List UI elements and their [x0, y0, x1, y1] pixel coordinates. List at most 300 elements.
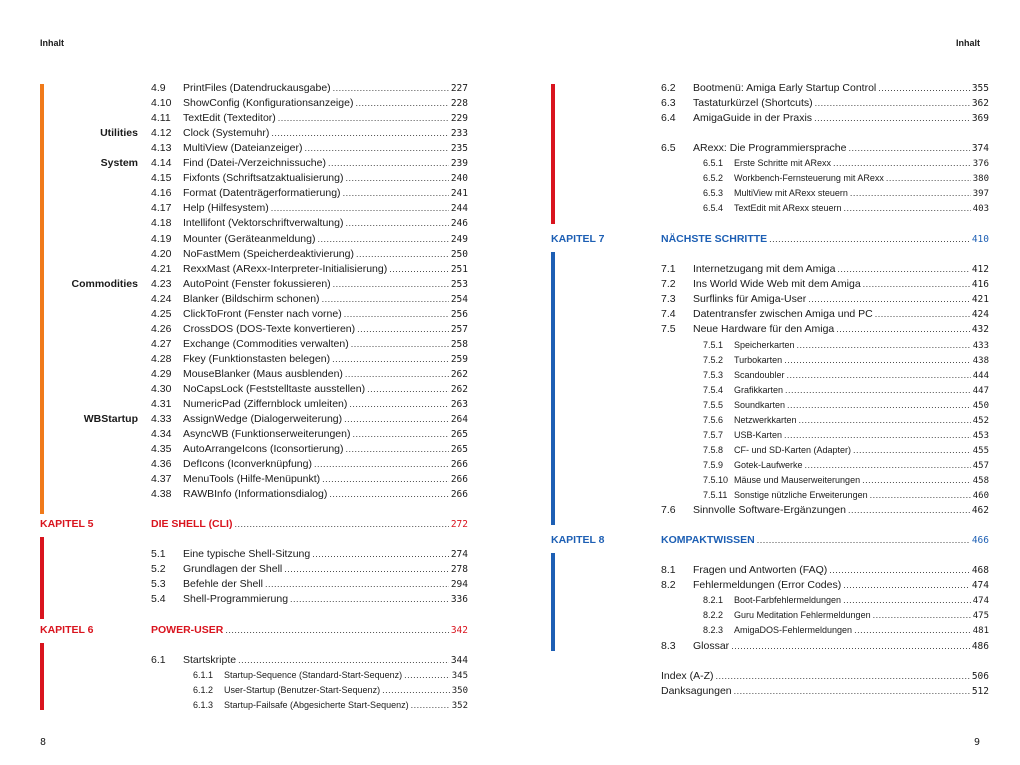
leader-dots — [833, 156, 971, 171]
entry-number: 7.3 — [661, 293, 676, 306]
entry-page-number: 466 — [971, 535, 989, 546]
entry-title-line — [693, 277, 989, 292]
entry-title: Eine typische Shell-Sitzung — [183, 548, 311, 560]
entry-title: Guru Meditation Fehlermeldungen — [734, 610, 871, 621]
entry-title: TextEdit mit ARexx steuern — [734, 203, 842, 214]
toc-entry[interactable] — [0, 382, 510, 397]
entry-title-line — [734, 368, 989, 384]
chapter-heading[interactable] — [510, 232, 1020, 247]
entry-title: Mounter (Geräteanmeldung) — [183, 232, 316, 245]
entry-title: MultiView mit ARexx steuern — [734, 188, 848, 199]
entry-title: POWER-USER — [151, 624, 224, 636]
entry-title: Befehle der Shell — [183, 578, 263, 591]
leader-dots — [352, 427, 448, 442]
entry-page-number: 264 — [450, 414, 468, 426]
toc-entry[interactable] — [510, 307, 1020, 322]
entry-title-line — [734, 201, 989, 217]
entry-page-number: 278 — [450, 564, 468, 576]
entry-title: ARexx: Die Programmiersprache — [693, 142, 847, 154]
entry-title-line — [734, 383, 989, 399]
entry-title: MultiView (Dateianzeiger) — [183, 142, 303, 155]
chapter-label: KAPITEL 5 — [40, 518, 94, 530]
entry-number: 5.2 — [151, 563, 166, 576]
toc-entry[interactable] — [0, 292, 510, 307]
entry-number: 6.5.3 — [703, 188, 724, 199]
leader-dots — [843, 578, 970, 593]
page-number: 8 — [40, 737, 47, 748]
entry-number: 4.19 — [151, 232, 172, 245]
toc-entry[interactable] — [0, 247, 510, 262]
leader-dots — [278, 111, 449, 126]
leader-dots — [731, 639, 970, 654]
toc-entry[interactable] — [0, 186, 510, 201]
entry-page-number: 432 — [971, 324, 989, 336]
toc-entry[interactable] — [510, 413, 1020, 428]
entry-page-number: 369 — [971, 113, 989, 125]
entry-number: 5.1 — [151, 548, 166, 560]
entry-number: 7.5 — [661, 323, 676, 336]
toc-entry[interactable] — [0, 352, 510, 367]
entry-title-line — [183, 487, 468, 502]
entry-title-line — [183, 156, 468, 171]
toc-entry[interactable] — [0, 81, 510, 96]
entry-page-number: 229 — [450, 113, 468, 125]
entry-page-number: 352 — [451, 701, 468, 712]
entry-title: Blanker (Bildschirm schonen) — [183, 292, 320, 305]
entry-number: 4.38 — [151, 488, 172, 501]
entry-page-number: 474 — [971, 580, 989, 592]
entry-number: 4.35 — [151, 443, 172, 456]
running-head: Inhalt — [40, 38, 64, 48]
toc-entry[interactable] — [510, 338, 1020, 353]
entry-title: RexxMast (ARexx-Interpreter-Initialisierung) — [183, 262, 388, 275]
entry-title-line — [151, 517, 468, 532]
entry-title-line — [734, 156, 989, 172]
entry-number: 7.5.3 — [703, 369, 724, 380]
leader-dots — [808, 292, 970, 307]
toc-entry[interactable] — [0, 472, 510, 487]
leader-dots — [863, 277, 970, 292]
entry-title-line — [183, 322, 468, 337]
entry-title-line — [734, 593, 989, 609]
toc-entry[interactable] — [510, 608, 1020, 623]
entry-number: 6.1.3 — [193, 700, 214, 711]
entry-title-line — [693, 262, 989, 277]
entry-title: PrintFiles (Datendruckausgabe) — [183, 82, 331, 94]
entry-title-line — [693, 292, 989, 307]
entry-page-number: 227 — [450, 83, 468, 94]
toc-entry[interactable] — [510, 383, 1020, 398]
toc-entry[interactable] — [510, 623, 1020, 638]
entry-page-number: 424 — [971, 309, 989, 321]
leader-dots — [265, 577, 449, 592]
toc-entry[interactable] — [0, 216, 510, 231]
toc-entry[interactable] — [0, 322, 510, 337]
entry-number: 7.5.11 — [703, 490, 728, 500]
chapter-label: KAPITEL 8 — [551, 534, 605, 546]
toc-entry[interactable] — [0, 307, 510, 322]
entry-title: NoCapsLock (Feststelltaste ausstellen) — [183, 383, 366, 395]
entry-title-line — [183, 397, 468, 412]
leader-dots — [322, 472, 449, 487]
toc-entry[interactable] — [510, 353, 1020, 368]
entry-title: Fkey (Funktionstasten belegen) — [183, 352, 331, 365]
entry-number: 7.5.5 — [703, 399, 724, 410]
entry-number: 4.17 — [151, 202, 172, 215]
leader-dots — [854, 623, 971, 638]
leader-dots — [355, 96, 448, 111]
entry-title: Soundkarten — [734, 399, 786, 410]
entry-page-number: 256 — [450, 308, 468, 320]
entry-page-number: 253 — [450, 278, 468, 290]
leader-dots — [716, 669, 970, 684]
leader-dots — [290, 592, 449, 607]
entry-title: Boot-Farbfehlermeldungen — [734, 595, 842, 605]
entry-title: Surflinks für Amiga-User — [693, 293, 807, 306]
entry-title: Netzwerkkarten — [734, 414, 797, 425]
section-label: WBStartup — [83, 413, 138, 426]
entry-title: Mäuse und Mauserweiterungen — [734, 474, 861, 485]
entry-title: USB-Karten — [734, 429, 783, 440]
entry-title: Startskripte — [183, 654, 237, 666]
toc-entry[interactable] — [510, 186, 1020, 201]
entry-page-number: 272 — [450, 519, 468, 530]
leader-dots — [836, 322, 970, 337]
entry-title-line — [151, 623, 468, 638]
leader-dots — [349, 397, 448, 412]
entry-number: 4.10 — [151, 97, 172, 110]
entry-title: CrossDOS (DOS-Texte konvertieren) — [183, 322, 356, 335]
leader-dots — [367, 382, 449, 397]
backmatter-entry[interactable] — [510, 684, 1020, 699]
toc-entry[interactable] — [0, 668, 510, 683]
entry-number: 8.3 — [661, 640, 676, 652]
leader-dots — [873, 608, 971, 623]
entry-number: 6.5 — [661, 142, 676, 154]
entry-number: 4.14 — [151, 157, 172, 170]
entry-page-number: 244 — [450, 203, 468, 215]
toc-entry[interactable] — [0, 577, 510, 592]
entry-title-line — [183, 472, 468, 487]
leader-dots — [784, 428, 971, 443]
entry-title: Sonstige nützliche Erweiterungen — [734, 490, 868, 500]
leader-dots — [343, 186, 449, 201]
entry-title-line — [661, 232, 989, 247]
entry-number: 8.2.3 — [703, 625, 724, 636]
entry-number: 7.6 — [661, 504, 676, 516]
leader-dots — [304, 141, 448, 156]
leader-dots — [333, 277, 449, 292]
entry-title-line — [734, 353, 989, 369]
entry-title: Speicherkarten — [734, 339, 795, 350]
entry-title-line — [734, 428, 989, 444]
entry-page-number: 257 — [450, 323, 468, 335]
entry-page-number: 362 — [971, 98, 989, 110]
entry-number: 4.27 — [151, 337, 172, 350]
entry-title-line — [224, 668, 468, 684]
entry-title-line — [693, 563, 989, 578]
entry-title-line — [661, 533, 989, 548]
toc-entry[interactable] — [0, 487, 510, 502]
leader-dots — [314, 457, 449, 472]
leader-dots — [318, 232, 449, 247]
entry-title: Erste Schritte mit ARexx — [734, 158, 832, 168]
entry-title-line — [183, 81, 468, 96]
toc-entry[interactable] — [0, 141, 510, 156]
entry-page-number: 512 — [971, 686, 989, 698]
chapter-label: KAPITEL 6 — [40, 624, 94, 636]
entry-number: 4.26 — [151, 322, 172, 335]
toc-entry[interactable] — [510, 578, 1020, 593]
toc-entry[interactable] — [510, 262, 1020, 277]
leader-dots — [785, 383, 971, 398]
leader-dots — [837, 262, 969, 277]
entry-title: Workbench-Fernsteuerung mit ARexx — [734, 173, 884, 184]
toc-entry[interactable] — [510, 277, 1020, 292]
entry-title: AmigaDOS-Fehlermeldungen — [734, 625, 853, 636]
chapter-heading[interactable] — [0, 517, 510, 532]
entry-number: 4.36 — [151, 458, 172, 471]
toc-entry[interactable] — [510, 443, 1020, 458]
toc-entry[interactable] — [0, 367, 510, 382]
toc-entry[interactable] — [0, 201, 510, 216]
toc-entry[interactable] — [0, 412, 510, 427]
entry-page-number: 475 — [972, 611, 989, 622]
toc-entry[interactable] — [0, 111, 510, 126]
leader-dots — [853, 443, 971, 458]
leader-dots — [814, 111, 970, 126]
entry-number: 5.3 — [151, 578, 166, 591]
toc-entry[interactable] — [0, 562, 510, 577]
entry-number: 7.5.6 — [703, 414, 724, 425]
toc-entry[interactable] — [510, 368, 1020, 383]
toc-entry[interactable] — [510, 593, 1020, 608]
toc-entry[interactable] — [0, 698, 510, 713]
entry-title-line — [734, 458, 989, 474]
toc-entry[interactable] — [0, 683, 510, 698]
leader-dots — [225, 623, 448, 638]
leader-dots — [875, 307, 970, 322]
leader-dots — [234, 517, 448, 532]
entry-title-line — [183, 186, 468, 201]
toc-entry[interactable] — [510, 473, 1020, 488]
entry-number: 6.4 — [661, 112, 676, 125]
leader-dots — [328, 156, 449, 171]
toc-entry[interactable] — [0, 232, 510, 247]
entry-page-number: 458 — [972, 475, 989, 486]
leader-dots — [351, 337, 449, 352]
entry-title-line — [734, 171, 989, 187]
toc-entry[interactable] — [510, 563, 1020, 578]
toc-entry[interactable] — [510, 292, 1020, 307]
entry-title: Bootmenü: Amiga Early Startup Control — [693, 82, 877, 94]
entry-title: Find (Datei-/Verzeichnissuche) — [183, 157, 326, 170]
toc-entry[interactable] — [0, 126, 510, 141]
toc-entry[interactable] — [0, 457, 510, 472]
toc-entry[interactable] — [510, 156, 1020, 171]
entry-title: TextEdit (Texteditor) — [183, 112, 276, 125]
entry-title-line — [183, 201, 468, 216]
toc-entry[interactable] — [510, 322, 1020, 337]
backmatter-entry[interactable] — [510, 669, 1020, 684]
toc-entry[interactable] — [510, 503, 1020, 518]
toc-entry[interactable] — [0, 171, 510, 186]
entry-title-line — [224, 698, 468, 714]
entry-title-line — [183, 337, 468, 352]
leader-dots — [389, 262, 449, 277]
entry-title-line — [734, 488, 989, 504]
toc-entry[interactable] — [510, 398, 1020, 413]
entry-page-number: 262 — [450, 368, 468, 380]
chapter-heading[interactable] — [0, 623, 510, 638]
entry-title: RAWBInfo (Informationsdialog) — [183, 488, 328, 501]
chapter-heading[interactable] — [510, 533, 1020, 548]
entry-title-line — [183, 547, 468, 562]
entry-title-line — [183, 442, 468, 457]
toc-entry[interactable] — [510, 96, 1020, 111]
leader-dots — [345, 216, 448, 231]
entry-number: 8.2 — [661, 579, 676, 592]
entry-number: 6.5.2 — [703, 173, 724, 184]
entry-title: AsyncWB (Funktionserweiterungen) — [183, 428, 351, 441]
toc-entry[interactable] — [510, 111, 1020, 126]
entry-page-number: 444 — [972, 370, 989, 381]
entry-title: KOMPAKTWISSEN — [661, 534, 755, 546]
leader-dots — [356, 247, 449, 262]
entry-title: MenuTools (Hilfe-Menüpunkt) — [183, 473, 321, 486]
entry-page-number: 421 — [971, 294, 989, 306]
toc-entry[interactable] — [0, 442, 510, 457]
entry-page-number: 438 — [972, 355, 989, 366]
leader-dots — [787, 398, 971, 413]
entry-number: 4.24 — [151, 292, 172, 305]
entry-page-number: 239 — [450, 158, 468, 170]
leader-dots — [886, 171, 971, 186]
entry-number: 4.28 — [151, 352, 172, 365]
leader-dots — [829, 563, 970, 578]
entry-title-line — [183, 382, 468, 397]
entry-title: Startup-Sequence (Standard-Start-Sequenz) — [224, 670, 403, 680]
toc-entry[interactable] — [510, 428, 1020, 443]
leader-dots — [815, 96, 970, 111]
entry-number: 4.16 — [151, 187, 172, 200]
entry-title: Internetzugang mit dem Amiga — [693, 263, 836, 275]
entry-title: Tastaturkürzel (Shortcuts) — [693, 97, 813, 110]
toc-entry[interactable] — [510, 458, 1020, 473]
entry-title: AmigaGuide in der Praxis — [693, 112, 813, 125]
entry-title: Startup-Failsafe (Abgesicherte Start-Sequenz) — [224, 700, 409, 711]
entry-title-line — [734, 413, 989, 429]
entry-number: 4.29 — [151, 367, 172, 380]
entry-title-line — [183, 352, 468, 367]
toc-entry[interactable] — [510, 81, 1020, 96]
leader-dots — [346, 442, 449, 457]
toc-entry[interactable] — [510, 488, 1020, 503]
entry-page-number: 433 — [972, 340, 989, 351]
entry-number: 4.23 — [151, 277, 172, 290]
entry-number: 7.5.7 — [703, 429, 724, 440]
leader-dots — [238, 653, 449, 668]
leader-dots — [345, 367, 449, 382]
toc-entry[interactable] — [0, 262, 510, 277]
leader-dots — [271, 201, 449, 216]
entry-title: NumericPad (Ziffernblock umleiten) — [183, 398, 348, 411]
entry-title-line — [183, 457, 468, 472]
entry-page-number: 266 — [450, 459, 468, 471]
entry-title: Shell-Programmierung — [183, 593, 289, 606]
entry-title-line — [183, 427, 468, 442]
entry-number: 4.21 — [151, 262, 172, 275]
entry-page-number: 294 — [450, 579, 468, 591]
entry-page-number: 342 — [450, 625, 468, 636]
section-label: Commodities — [71, 277, 138, 290]
entry-page-number: 410 — [971, 234, 989, 245]
entry-title-line — [183, 562, 468, 577]
entry-title: Clock (Systemuhr) — [183, 127, 270, 140]
leader-dots — [844, 201, 971, 216]
leader-dots — [787, 368, 971, 383]
entry-title-line — [224, 683, 468, 699]
entry-page-number: 403 — [972, 204, 989, 215]
entry-page-number: 254 — [450, 293, 468, 305]
entry-page-number: 266 — [450, 474, 468, 486]
leader-dots — [333, 81, 449, 96]
toc-entry[interactable] — [510, 201, 1020, 216]
entry-number: 4.33 — [151, 413, 172, 426]
entry-title-line — [734, 398, 989, 414]
entry-page-number: 336 — [450, 594, 468, 606]
toc-entry[interactable] — [0, 547, 510, 562]
entry-title: Scandoubler — [734, 369, 785, 380]
entry-title: Grafikkarten — [734, 384, 784, 395]
entry-title: NoFastMem (Speicherdeaktivierung) — [183, 247, 354, 260]
leader-dots — [344, 307, 449, 322]
entry-title-line — [693, 96, 989, 111]
entry-title-line — [183, 307, 468, 322]
entry-number: 4.37 — [151, 473, 172, 486]
toc-entry[interactable] — [510, 639, 1020, 654]
leader-dots — [322, 292, 449, 307]
entry-page-number: 450 — [972, 400, 989, 411]
entry-page-number: 240 — [450, 173, 468, 185]
toc-entry[interactable] — [0, 96, 510, 111]
toc-entry[interactable] — [510, 141, 1020, 156]
entry-page-number: 249 — [450, 233, 468, 245]
entry-page-number: 263 — [450, 399, 468, 411]
entry-number: 6.5.1 — [703, 158, 724, 168]
entry-title-line — [693, 578, 989, 593]
toc-entry[interactable] — [0, 653, 510, 668]
chapter-label: KAPITEL 7 — [551, 233, 605, 245]
toc-entry[interactable] — [510, 171, 1020, 186]
leader-dots — [870, 488, 971, 503]
entry-title: AutoPoint (Fenster fokussieren) — [183, 277, 331, 290]
entry-page-number: 453 — [972, 430, 989, 441]
leader-dots — [271, 126, 448, 141]
entry-page-number: 235 — [450, 143, 468, 155]
entry-page-number: 506 — [971, 671, 989, 682]
entry-number: 8.2.1 — [703, 595, 724, 605]
entry-number: 7.5.10 — [703, 474, 729, 485]
toc-entry[interactable] — [0, 592, 510, 607]
entry-number: 4.9 — [151, 82, 166, 94]
toc-entry[interactable] — [0, 427, 510, 442]
toc-entry[interactable] — [0, 397, 510, 412]
entry-title-line — [693, 81, 989, 96]
toc-entry[interactable] — [0, 337, 510, 352]
toc-entry[interactable] — [0, 156, 510, 171]
entry-title-line — [183, 292, 468, 307]
